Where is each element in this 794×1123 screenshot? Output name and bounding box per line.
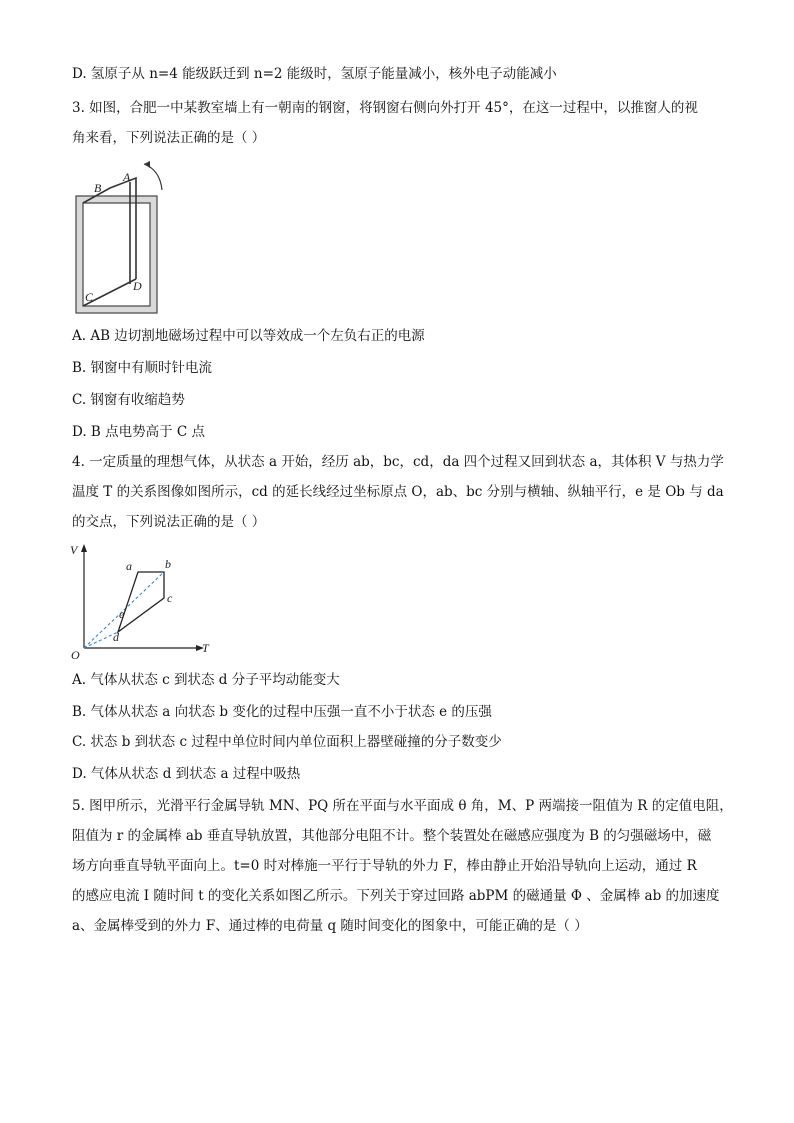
rotation-arrow-head-icon <box>144 161 150 168</box>
label-b: b <box>165 557 171 571</box>
label-e: e <box>119 607 125 621</box>
vt-graph-svg <box>66 540 216 664</box>
label-a: A <box>123 170 131 184</box>
q3-stem-line-2: 角来看，下列说法正确的是（ ） <box>72 130 266 146</box>
label-d: D <box>133 279 142 293</box>
q3-option-c: C. 钢窗有收缩趋势 <box>72 392 185 408</box>
q4-stem-line-2: 温度 T 的关系图像如图所示，cd 的延长线经过坐标原点 O，ab、bc 分别与横轴、纵轴平行，e 是 Ob 与 da <box>72 484 724 500</box>
v-axis-arrow-icon <box>81 544 87 552</box>
q4-stem-line-3: 的交点，下列说法正确的是（ ） <box>72 514 266 530</box>
label-t: T <box>202 641 209 655</box>
q2-option-d: D. 氢原子从 n=4 能级跃迁到 n=2 能级时，氢原子能量减小，核外电子动能减小 <box>72 66 557 82</box>
q4-option-d: D. 气体从状态 d 到状态 a 过程中吸热 <box>72 766 301 782</box>
q3-window-figure <box>68 156 178 322</box>
q3-option-b: B. 钢窗中有顺时针电流 <box>72 360 213 376</box>
label-v: V <box>70 543 78 557</box>
q5-line-5: a、金属棒受到的外力 F、通过棒的电荷量 q 随时间变化的图象中，可能正确的是（ ） <box>72 918 588 934</box>
q4-option-a: A. 气体从状态 c 到状态 d 分子平均动能变大 <box>72 672 340 688</box>
label-d: d <box>113 630 119 644</box>
rotation-arrow-icon <box>144 164 162 190</box>
q5-line-4: 的感应电流 I 随时间 t 的变化关系如图乙所示。下列关于穿过回路 abPM 的磁通量 Φ 、金属棒 ab 的加速度 <box>72 888 720 904</box>
q3-option-d: D. B 点电势高于 C 点 <box>72 424 206 440</box>
q4-option-c: C. 状态 b 到状态 c 过程中单位时间内单位面积上器壁碰撞的分子数变少 <box>72 734 502 750</box>
q4-option-b: B. 气体从状态 a 向状态 b 变化的过程中压强一直不小于状态 e 的压强 <box>72 704 492 720</box>
label-b: B <box>94 181 102 195</box>
q3-option-a: A. AB 边切割地磁场过程中可以等效成一个左负右正的电源 <box>72 328 425 344</box>
abcd-cycle <box>118 572 164 632</box>
label-c: c <box>167 591 173 605</box>
label-a: a <box>126 559 132 573</box>
label-o: O <box>71 648 80 662</box>
q4-stem-line-1: 4. 一定质量的理想气体，从状态 a 开始，经历 ab，bc，cd，da 四个过程又回到状态 a，其体积 V 与热力学 <box>72 454 724 470</box>
label-c: C <box>85 290 94 304</box>
q3-stem-line-1: 3. 如图，合肥一中某教室墙上有一朝南的钢窗，将钢窗右侧向外打开 45°，在这一过程中，以推窗人的视 <box>72 100 698 116</box>
q5-line-2: 阻值为 r 的金属棒 ab 垂直导轨放置，其他部分电阻不计。整个装置处在磁感应强度为 B 的匀强磁场中，磁 <box>72 828 712 844</box>
q5-line-1: 5. 图甲所示，光滑平行金属导轨 MN、PQ 所在平面与水平面成 θ 角，M、P 两端接一阻值为 R 的定值电阻， <box>72 798 733 814</box>
window-diagram-svg <box>68 156 178 318</box>
q5-line-3: 场方向垂直导轨平面向上。t=0 时对棒施一平行于导轨的外力 F，棒由静止开始沿导轨向上运动，通过 R <box>72 858 697 874</box>
q4-vt-graph <box>66 540 216 668</box>
